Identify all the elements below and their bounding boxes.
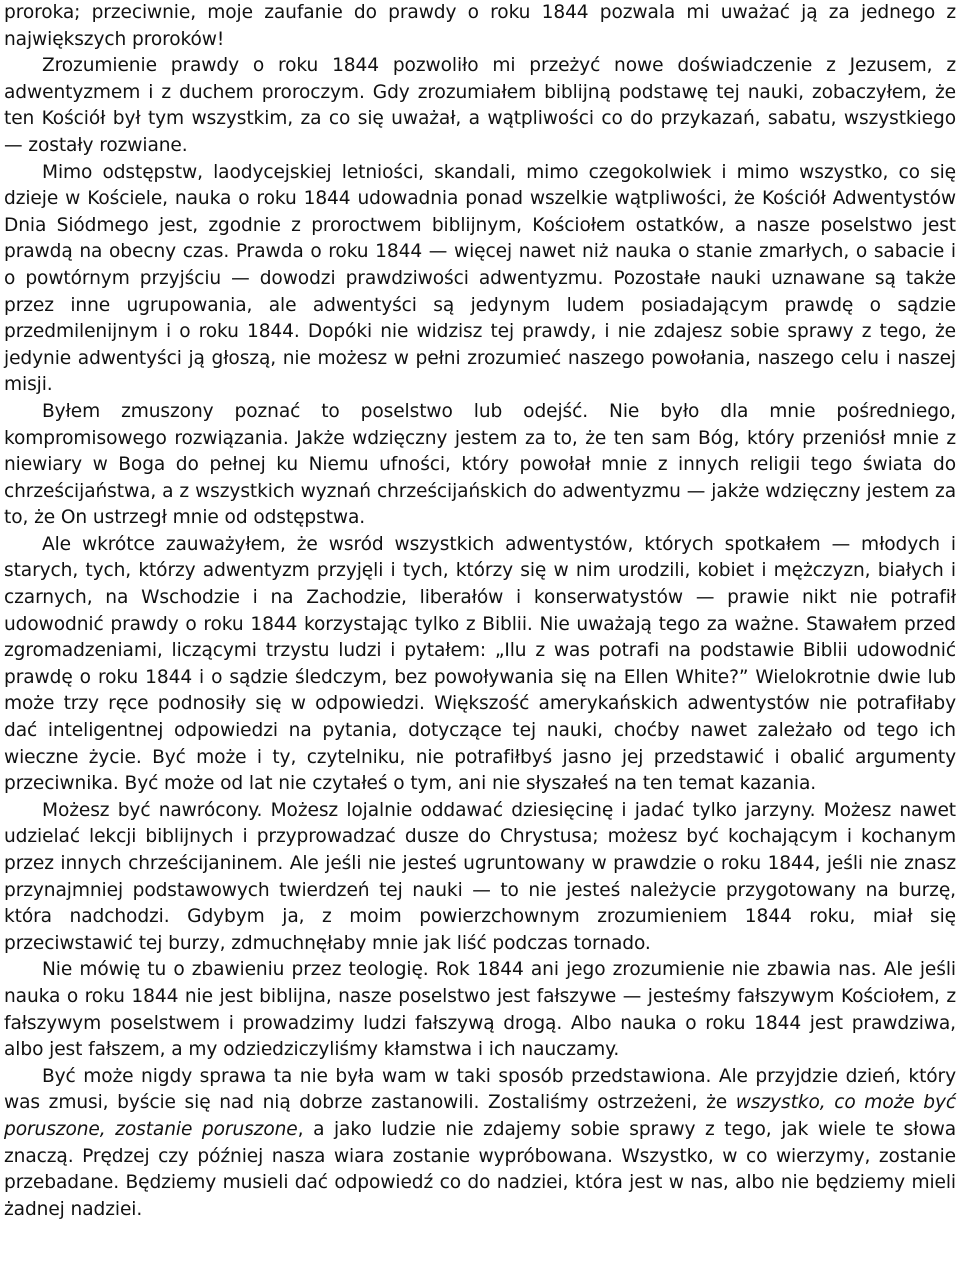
paragraph-7 [4, 957, 956, 1063]
paragraph-3 [4, 160, 956, 399]
paragraph-4-text: Byłem zmuszony poznać to poselstwo lub odejść. Nie było dla mnie pośredniego, kompromisowego rozwiązania. Jakże wdzięczny jestem za to, że ten sam Bóg, który przeniósł mnie z niewiary w Boga do pełnej ku Niemu ufności, który powołał mnie z innych religii tego świata do chrześcijaństwa, a z wszystkich wyznań chrześcijańskich do adwentyzmu — jakże wdzięczny jestem za to, że On ustrzegł mnie od odstępstwa. [4, 400, 956, 529]
paragraph-3-text: Mimo odstępstw, laodycejskiej letniości, skandali, mimo czegokolwiek i mimo wszystko, co się dzieje w Kościele, nauka o roku 1844 udowadnia ponad wszelkie wątpliwości, że Kościół Adwentystów Dnia Siódmego jest, zgodnie z proroctwem biblijnym, Kościołem ostatków, a nasze poselstwo jest prawdą na obecny czas. Prawda o roku 1844 — więcej nawet niż nauka o stanie zmarłych, o sabacie i o powtórnym przyjściu — dowodzi prawdziwości adwentyzmu. Pozostałe nauki uznawane są także przez inne ugrupowania, ale adwentyści są jedynym ludem posiadającym prawdę o sądzie przedmilenijnym i o roku 1844. Dopóki nie widzisz tej prawdy, i nie zdajesz sobie sprawy z tego, że jedynie adwentyści ją głoszą, nie możesz w pełni zrozumieć naszego powołania, naszego celu i naszej misji. [4, 161, 956, 396]
paragraph-2-text: Zrozumienie prawdy o roku 1844 pozwoliło mi przeżyć nowe doświadczenie z Jezusem, z adwentyzmem i z duchem proroczym. Gdy zrozumiałem biblijną podstawę tej nauki, zobaczyłem, że ten Kościół był tym wszystkim, za co się uważał, a wątpliwości co do przykazań, sabatu, wszystkiego — zostały rozwiane. [4, 55, 956, 156]
paragraph-4 [4, 399, 956, 532]
paragraph-8-emphasis: wszystko, co może być poruszone, zostanie poruszone [4, 1092, 956, 1140]
paragraph-1 [4, 0, 956, 53]
paragraph-1-text: proroka; przeciwnie, moje zaufanie do prawdy o roku 1844 pozwala mi uważać ją za jednego z największych proroków! [4, 2, 956, 50]
paragraph-5 [4, 532, 956, 798]
paragraph-2 [4, 53, 956, 159]
paragraph-6-text: Możesz być nawrócony. Możesz lojalnie oddawać dziesięcinę i jadać tylko jarzyny. Możesz nawet udzielać lekcji biblijnych i przyprowadzać dusze do Chrystusa; możesz być kochającym i kochanym przez innych chrześcijaninem. Ale jeśli nie jesteś ugruntowany w prawdzie o roku 1844, jeśli nie znasz przynajmniej podstawowych twierdzeń tej nauki — to nie jesteś należycie przygotowany na burzę, która nadchodzi. Gdybym ja, z moim powierzchownym zrozumieniem 1844 roku, miał się przeciwstawić tej burzy, zdmuchnęłaby mnie jak liść podczas tornado. [4, 799, 956, 954]
paragraph-6 [4, 798, 956, 958]
paragraph-7-text: Nie mówię tu o zbawieniu przez teologię. Rok 1844 ani jego zrozumienie nie zbawia nas. Ale jeśli nauka o roku 1844 nie jest biblijna, nasze poselstwo jest fałszywe — jesteśmy fałszywym Kościołem, z fałszywym poselstwem i prowadzimy ludzi fałszywą drogą. Albo nauka o roku 1844 jest prawdziwa, albo jest fałszem, a my odziedziczyliśmy kłamstwa i ich nauczamy. [4, 959, 956, 1061]
paragraph-8 [4, 1064, 956, 1224]
paragraph-8-text-end: , a jako ludzie nie zdajemy sobie sprawy z tego, jak wiele te słowa znaczą. Prędzej czy później nasza wiara zostanie wypróbowana. Wszystko, w co wierzymy, zostanie przebadane. Będziemy musieli dać odpowiedź co do nadziei, która jest w nas, albo nie będziemy mieli żadnej nadziei. [4, 1118, 956, 1220]
paragraph-5-text: Ale wkrótce zauważyłem, że wsród wszystkich adwentystów, których spotkałem — młodych i starych, tych, którzy adwentyzm przyjęli i tych, którzy się w nim urodzili, kobiet i mężczyzn, białych i czarnych, na Wschodzie i na Zachodzie, liberałów i konserwatystów — prawie nikt nie potrafił udowodnić prawdy o roku 1844 korzystając tylko z Biblii. Nie uważają tego za ważne. Stawałem przed zgromadzeniami, liczącymi trzystu ludzi i pytałem: „Ilu z was potrafi na podstawie Biblii udowodnić prawdę o roku 1844 i o sądzie śledczym, bez powoływania się na Ellen White?” Wielokrotnie dwie lub może trzy ręce podnosiły się w odpowiedzi. Większość amerykańskich adwentystów nie potrafiłaby dać inteligentnej odpowiedzi na pytania, dotyczące tej nauki, choćby nawet zależało od tego ich wieczne życie. Być może i ty, czytelniku, nie potrafiłbyś jasno jej przedstawić i obalić argumenty przeciwnika. Być może od lat nie czytałeś o tym, ani nie słyszałeś na ten temat kazania. [4, 533, 956, 795]
paragraph-8-text-start: Być może nigdy sprawa ta nie była wam w taki sposób przedstawiona. Ale przyjdzie dzień, który was zmusi, byście się nad nią dobrze zastanowili. Zostaliśmy ostrzeżeni, że [4, 1065, 956, 1114]
